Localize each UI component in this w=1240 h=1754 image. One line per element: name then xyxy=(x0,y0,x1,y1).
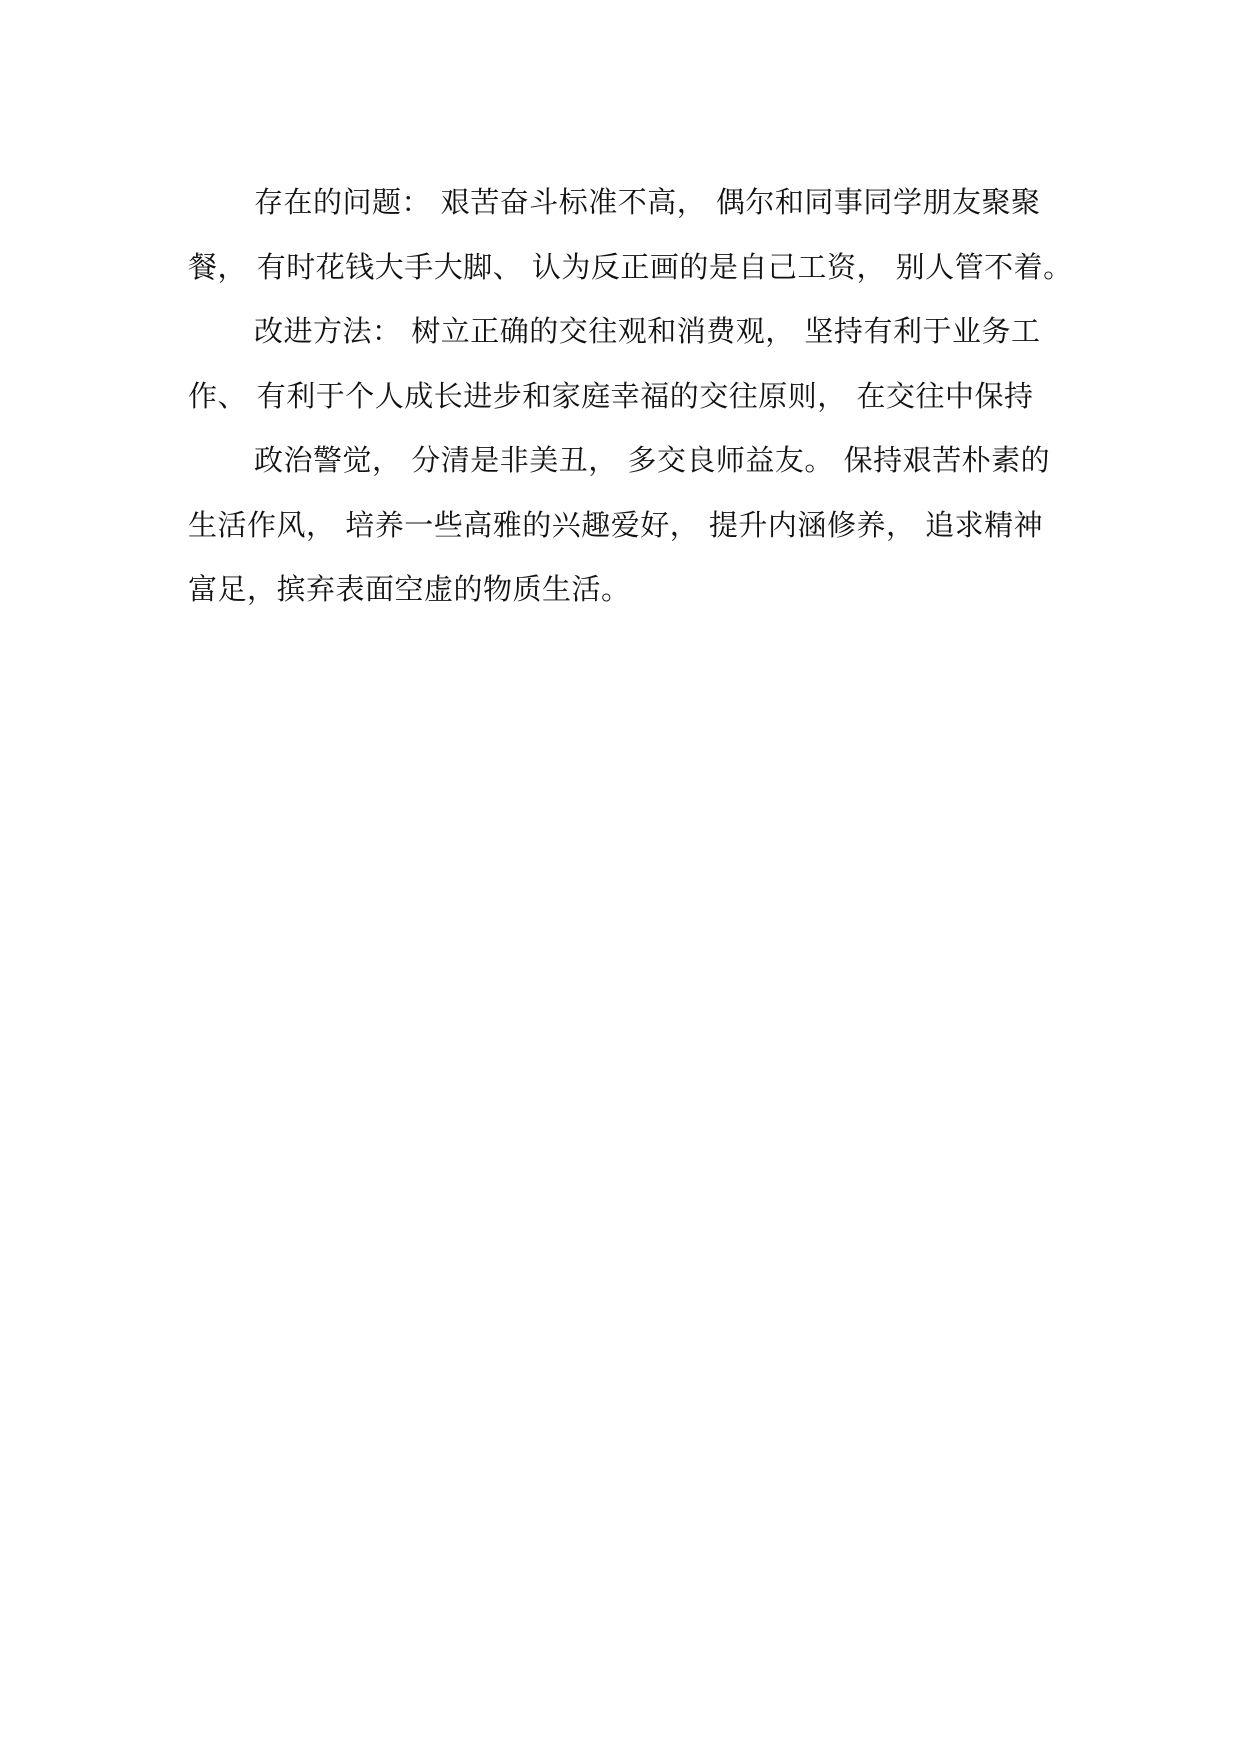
text-line: 作、 有利于个人成长进步和家庭幸福的交往原则， 在交往中保持 xyxy=(188,378,1034,413)
text-line: 政治警觉， 分清是非美丑， 多交良师益友。 保持艰苦朴素的 xyxy=(254,443,1051,477)
text-line-improvement-start: 改进方法： 树立正确的交往观和消费观， 坚持有利于业务工 xyxy=(254,314,1041,348)
text-line: 富足，摈弃表面空虚的物质生活。 xyxy=(188,572,631,606)
text-line-problems-start: 存在的问题： 艰苦奋斗标准不高， 偶尔和同事同学朋友聚聚 xyxy=(254,185,1041,219)
text-line: 餐， 有时花钱大手大脚、 认为反正画的是自己工资， 别人管不着。 xyxy=(188,249,1073,284)
document-body xyxy=(188,170,1073,622)
text-line: 生活作风， 培养一些高雅的兴趣爱好， 提升内涵修养， 追求精神 xyxy=(188,507,1044,542)
